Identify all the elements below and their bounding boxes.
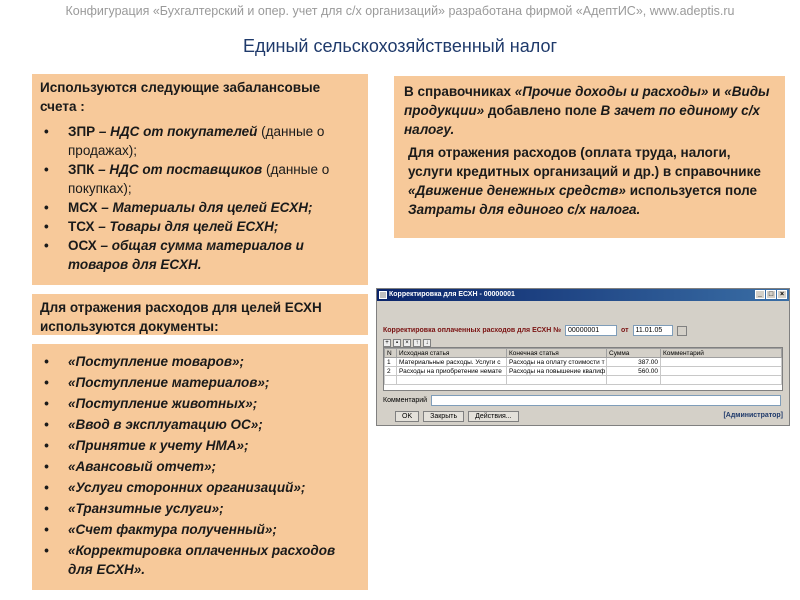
list-item: • ЗПР – НДС от покупателей (данные о продажах); (40, 122, 360, 160)
user-label: [Администратор] (723, 412, 783, 419)
list-item: • ТСХ – Товары для целей ЕСХН; (40, 217, 360, 236)
table-row[interactable]: 2 Расходы на приобретение немате Расходы на повышение квалиф 560.00 (385, 367, 782, 376)
list-item: • ОСХ – общая сумма материалов и товаров для ЕСХН. (40, 236, 360, 274)
column-header[interactable]: Конечная статья (507, 349, 607, 358)
column-header[interactable]: Исходная статья (397, 349, 507, 358)
references-text-1: В справочниках «Прочие доходы и расходы» и «Виды продукции» добавлено поле В зачет по единому с/х налогу. (404, 84, 770, 137)
list-item: • «Поступление товаров»; (40, 352, 360, 371)
list-item: • «Услуги сторонних организаций»; (40, 478, 360, 497)
actions-button[interactable]: Действия... (468, 411, 519, 422)
header-note: Конфигурация «Бухгалтерский и опер. учет для с/х организаций» разработана фирмой «АдептИС», www.adeptis.ru (65, 4, 735, 18)
window-title: Корректировка для ЕСХН - 00000001 (389, 291, 515, 298)
accounts-box (30, 72, 370, 287)
list-item: • «Транзитные услуги»; (40, 499, 360, 518)
column-header[interactable]: Комментарий (661, 349, 782, 358)
list-item: • «Поступление материалов»; (40, 373, 360, 392)
list-item: • «Авансовый отчет»; (40, 457, 360, 476)
accounts-lead: Используются следующие забалансовые счета : (40, 80, 321, 114)
move-up-icon[interactable]: ↑ (413, 339, 421, 347)
documents-box (30, 342, 370, 592)
list-item: • «Поступление животных»; (40, 394, 360, 413)
correction-window (376, 288, 790, 426)
copy-row-icon[interactable]: ▪ (393, 339, 401, 347)
list-item: • МСХ – Материалы для целей ЕСХН; (40, 198, 360, 217)
table-row[interactable]: 1 Материальные расходы. Услуги с Расходы на оплату стоимости т 387.00 (385, 358, 782, 367)
minimize-icon[interactable]: _ (755, 290, 765, 299)
grid-toolbar (383, 339, 431, 347)
references-text-2: Для отражения расходов (оплата труда, налоги, услуги кредитных организаций и др.) в справочнике «Движение денежных средств» используется поле Затраты для единого с/х налога. (408, 145, 761, 217)
maximize-icon[interactable]: □ (766, 290, 776, 299)
list-item: • ЗПК – НДС от поставщиков (данные о покупках); (40, 160, 360, 198)
close-icon[interactable]: × (777, 290, 787, 299)
list-item: • «Ввод в эксплуатацию ОС»; (40, 415, 360, 434)
date-label: от (621, 327, 629, 334)
calendar-icon[interactable] (677, 326, 687, 336)
column-header[interactable]: Сумма (607, 349, 661, 358)
expenses-grid (383, 347, 783, 391)
delete-row-icon[interactable]: × (403, 339, 411, 347)
window-titlebar[interactable] (377, 289, 789, 301)
documents-lead-box (30, 292, 370, 337)
comment-label: Комментарий (383, 397, 428, 404)
date-field[interactable]: 11.01.05 (633, 325, 673, 336)
page-title: Единый сельскохозяйственный налог (242, 36, 558, 56)
list-item: • «Корректировка оплаченных расходов для ЕСХН». (40, 541, 360, 579)
doc-number-field[interactable]: 00000001 (565, 325, 617, 336)
list-item: • «Счет фактура полученный»; (40, 520, 360, 539)
move-down-icon[interactable]: ↓ (423, 339, 431, 347)
column-header[interactable]: N (385, 349, 397, 358)
documents-lead: Для отражения расходов для целей ЕСХН используются документы: (40, 300, 322, 334)
list-item: • «Принятие к учету НМА»; (40, 436, 360, 455)
ok-button[interactable]: OK (395, 411, 419, 422)
doc-label: Корректировка оплаченных расходов для ЕСХН № (383, 327, 562, 334)
window-icon (379, 291, 387, 299)
add-row-icon[interactable]: + (383, 339, 391, 347)
close-button[interactable]: Закрыть (423, 411, 464, 422)
references-box (392, 74, 787, 240)
comment-input[interactable] (431, 395, 781, 406)
